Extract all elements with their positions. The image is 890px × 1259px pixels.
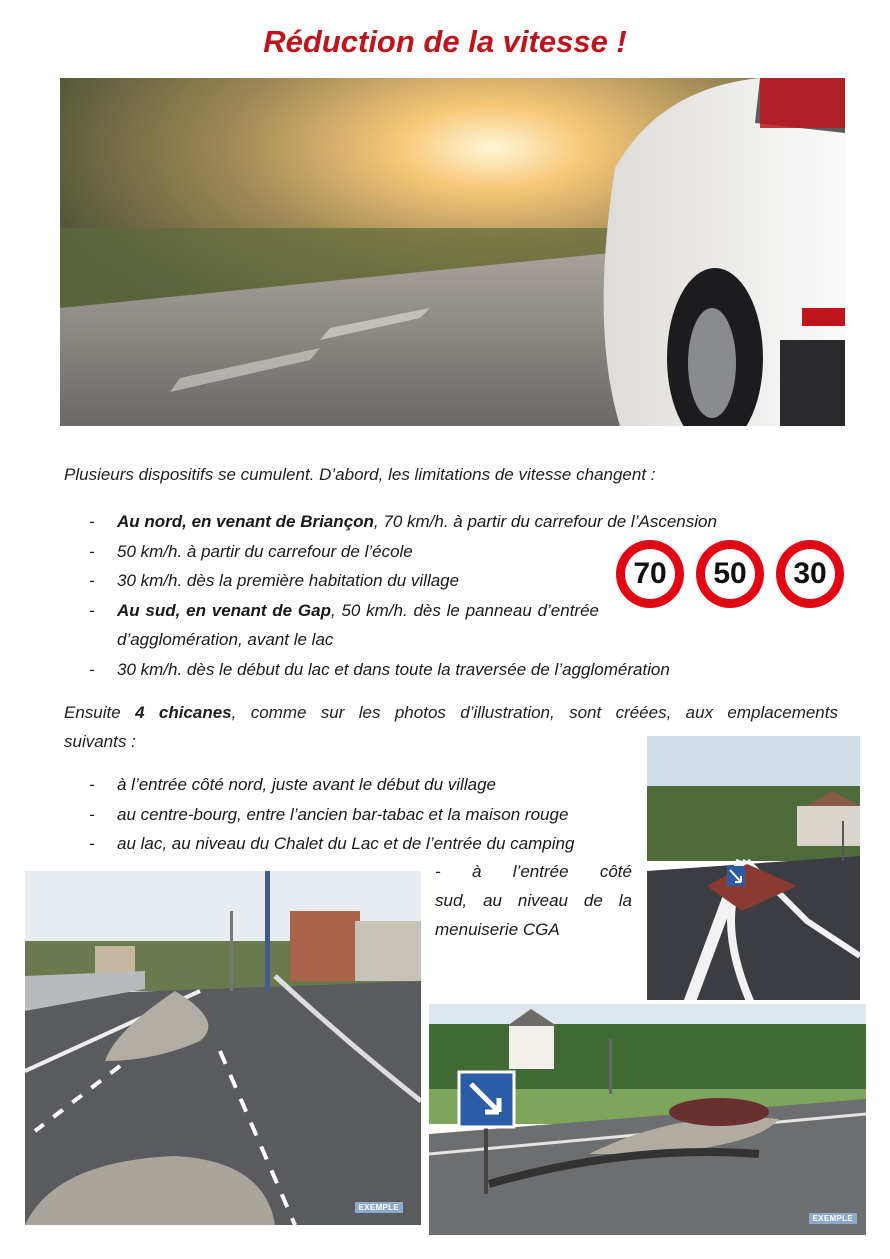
bullet-dash: - [89, 600, 95, 620]
bullet-dash: - [89, 571, 95, 590]
list-item-bold: Au nord, en venant de Briançon [117, 512, 374, 531]
list-item: - au centre-bourg, entre l’ancien bar-tabac et la maison rouge [62, 800, 642, 830]
bullet-dash: - [89, 834, 95, 853]
speed-sign-50-icon: 50 [696, 540, 764, 608]
chicanes-paragraph: Ensuite 4 chicanes, comme sur les photos d’illustration, sont créées, aux emplacements suivants : [64, 703, 838, 751]
bullet-dash: - [89, 775, 95, 794]
chicane-photo-paved-island [25, 871, 421, 1225]
chicanes-bold: 4 chicanes [135, 703, 232, 722]
bullet-dash: - [89, 541, 95, 561]
list-item-text: , 50 km/h. dès le panneau d’entrée d’agglomération, avant le lac [117, 600, 599, 649]
list-item-text: , 70 km/h. à partir du carrefour de l’Ascension [373, 512, 717, 531]
list-item-text: 30 km/h. dès le début du lac et dans toute la traversée de l’agglomération [117, 659, 670, 679]
hero-car-photo [60, 78, 845, 426]
list-item: - au lac, au niveau du Chalet du Lac et de l’entrée du camping [62, 829, 642, 859]
speed-sign-70-icon: 70 [616, 540, 684, 608]
speed-sign-30-icon: 30 [776, 540, 844, 608]
page-title: Réduction de la vitesse ! [263, 24, 627, 59]
intro-paragraph: Plusieurs dispositifs se cumulent. D’abord, les limitations de vitesse changent : [64, 465, 656, 484]
chicane-last-item: - à l’entrée côté sud, au niveau de la menuiserie CGA [435, 862, 632, 939]
list-item-bold: Au sud, en venant de Gap [117, 600, 331, 620]
chicane-photo-arrow-island [647, 736, 860, 1036]
list-item [62, 596, 599, 655]
example-badge: EXEMPLE [355, 1202, 403, 1213]
example-badge: EXEMPLE [809, 1213, 857, 1224]
chicane-photo-sign-roundabout [426, 1000, 866, 1235]
list-item-text: 30 km/h. dès la première habitation du village [117, 571, 460, 590]
speed-signs [616, 540, 848, 610]
chicane-list [62, 770, 642, 859]
bullet-dash: - [89, 512, 95, 531]
bullet-dash: - [89, 659, 95, 679]
list-item [62, 507, 792, 537]
list-item [62, 655, 792, 685]
list-item: - à l’entrée côté nord, juste avant le début du village [62, 770, 642, 800]
list-item-text: 50 km/h. à partir du carrefour de l’école [117, 541, 413, 561]
bullet-dash: - [89, 804, 95, 824]
